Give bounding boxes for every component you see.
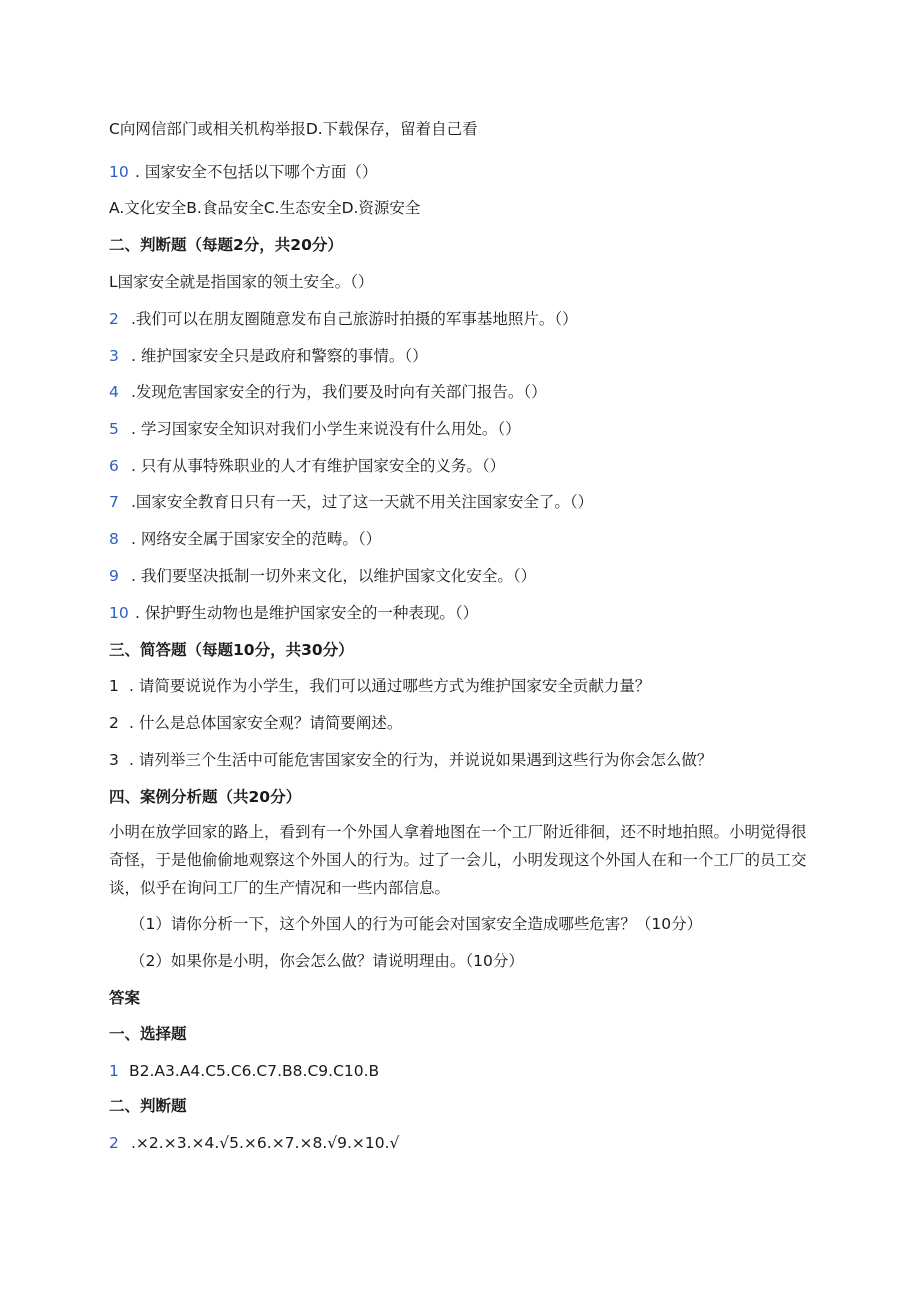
item-text: .我们可以在朋友圈随意发布自己旅游时拍摄的军事基地照片。（） (131, 310, 578, 328)
answer-text: B2.A3.A4.C5.C6.C7.B8.C9.C10.B (129, 1062, 380, 1080)
item-text: . 只有从事特殊职业的人才有维护国家安全的义务。（） (131, 457, 506, 475)
item-text: . 学习国家安全知识对我们小学生来说没有什么用处。（） (131, 420, 521, 438)
short-answer-item (109, 713, 402, 733)
item-number: 3 (109, 347, 119, 365)
judgement-item (109, 346, 428, 366)
item-number: 5 (109, 420, 119, 438)
item-text: . 维护国家安全只是政府和警察的事情。（） (131, 347, 428, 365)
item-number: 7 (109, 493, 119, 511)
question-10-options: A.文化安全B.食品安全C.生态安全D.资源安全 (109, 199, 421, 217)
item-text: . 请简要说说作为小学生，我们可以通过哪些方式为维护国家安全贡献力量？ (129, 677, 651, 695)
item-text: . 请列举三个生活中可能危害国家安全的行为，并说说如果遇到这些行为你会怎么做？ (129, 751, 713, 769)
item-number: 8 (109, 530, 119, 548)
judgement-item (109, 603, 478, 623)
item-number: 10 (109, 604, 129, 622)
case-question-1: （1）请你分析一下，这个外国人的行为可能会对国家安全造成哪些危害？（10分） (130, 915, 703, 933)
judgement-item (109, 309, 578, 329)
item-number: 9 (109, 567, 119, 585)
item-number: 3 (109, 751, 119, 769)
short-answer-item (109, 676, 650, 696)
item-text: . 保护野生动物也是维护国家安全的一种表现。（） (135, 604, 479, 622)
case-text: 小明在放学回家的路上，看到有一个外国人拿着地图在一个工厂附近徘徊，还不时地拍照。小明觉得很奇怪，于是他偷偷地观察这个外国人的行为。过了一会儿，小明发现这个外国人在和一个工厂的员工交谈，似乎在询问工厂的生产情况和一些内部信息。 (109, 823, 807, 897)
section-heading-short-answer: 三、简答题（每题10分，共30分） (109, 641, 354, 659)
question-10 (109, 162, 377, 182)
judgement-item (109, 382, 547, 402)
answers-section-1 (109, 1061, 379, 1081)
item-number: 1 (109, 677, 119, 695)
section-heading-judgement: 二、判断题（每题2分，共20分） (109, 236, 343, 254)
answers-section-2-heading: 二、判断题 (109, 1097, 187, 1115)
judgement-item (109, 419, 521, 439)
answer-number: 1 (109, 1062, 119, 1080)
judgement-item (109, 456, 505, 476)
judgement-item (109, 566, 536, 586)
section-heading-case-analysis: 四、案例分析题（共20分） (109, 788, 302, 806)
answer-text: .×2.×3.×4.√5.×6.×7.×8.√9.×10.√ (131, 1134, 400, 1152)
item-text: . 我们要坚决抵制一切外来文化，以维护国家文化安全。（） (131, 567, 537, 585)
short-answer-item (109, 750, 712, 770)
option-line: C向网信部门或相关机构举报D.下载保存，留着自己看 (109, 120, 478, 138)
judgement-item-1: L国家安全就是指国家的领土安全。（） (109, 273, 374, 291)
question-number: 10 (109, 163, 129, 181)
item-text: .国家安全教育日只有一天，过了这一天就不用关注国家安全了。（） (131, 493, 594, 511)
answers-section-2 (109, 1133, 399, 1153)
item-text: .发现危害国家安全的行为，我们要及时向有关部门报告。（） (131, 383, 547, 401)
item-text: . 什么是总体国家安全观？请简要阐述。 (129, 714, 403, 732)
answers-section-1-heading: 一、选择题 (109, 1025, 187, 1043)
question-text: . 国家安全不包括以下哪个方面（） (135, 163, 378, 181)
answer-number: 2 (109, 1134, 119, 1152)
answers-heading: 答案 (109, 989, 141, 1007)
case-question-2: （2）如果你是小明，你会怎么做？请说明理由。（10分） (130, 952, 524, 970)
item-number: 6 (109, 457, 119, 475)
item-number: 4 (109, 383, 119, 401)
judgement-item (109, 492, 593, 512)
item-number: 2 (109, 310, 119, 328)
item-number: 2 (109, 714, 119, 732)
item-text: . 网络安全属于国家安全的范畴。（） (131, 530, 382, 548)
judgement-item (109, 529, 381, 549)
